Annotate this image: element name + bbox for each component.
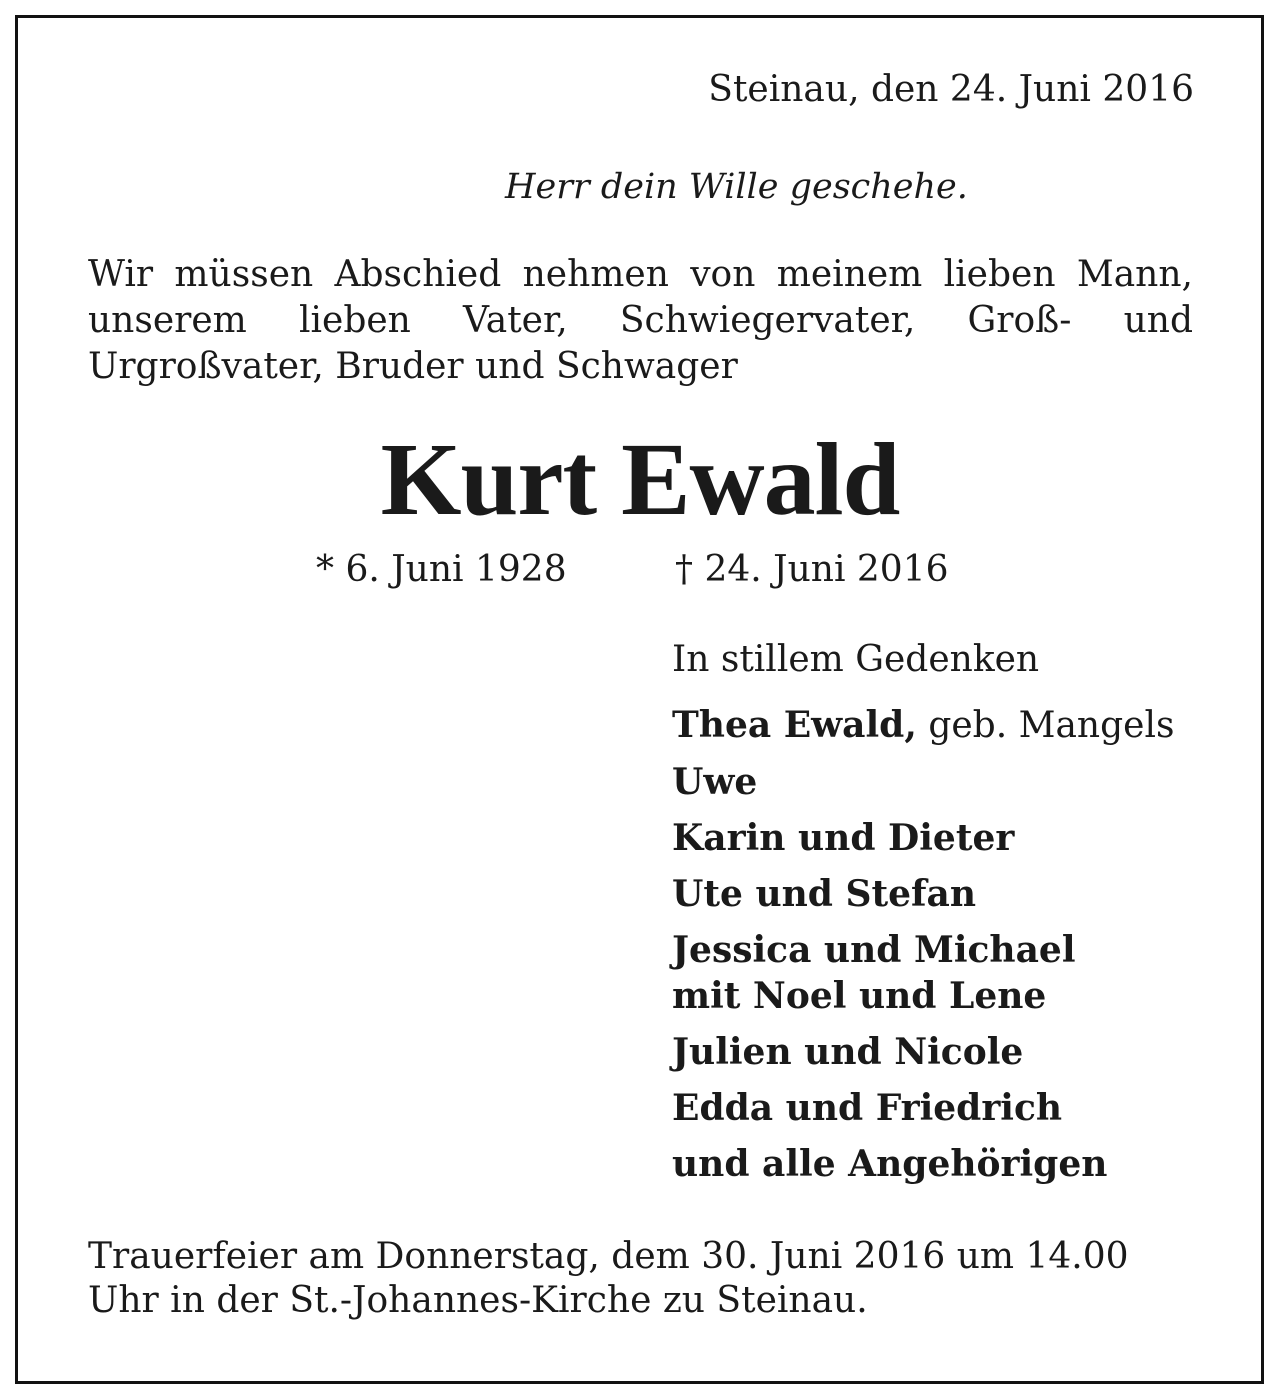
service-line: Uhr in der St.-Johannes-Kirche zu Steinau. [88,1280,868,1321]
memorial-line: In stillem Gedenken [672,639,1040,680]
mourner-entry [672,702,1212,749]
mourner-line: Jessica und Michael [672,929,1076,971]
motto: Herr dein Wille geschehe. [505,167,968,207]
mourner-line: mit Noel und Lene [672,975,1047,1017]
mourner-entry: Karin und Dieter [672,817,1015,859]
mourner-entry: Edda und Friedrich [672,1087,1063,1129]
mourner-maiden-name: geb. Mangels [916,705,1175,746]
mourner-name: Thea Ewald, [672,704,917,746]
mourner-entry: Ute und Stefan [672,873,977,915]
service-info [88,1235,1193,1323]
mourner-entry: und alle Angehörigen [672,1143,1108,1185]
mourner-entry: Julien und Nicole [672,1031,1024,1073]
mourners-list [672,702,1212,1197]
place-date: Steinau, den 24. Juni 2016 [708,69,1194,110]
deceased-name: Kurt Ewald [380,422,900,537]
mourner-entry: Uwe [672,761,758,803]
service-line: Trauerfeier am Donnerstag, dem 30. Juni 2016 um 14.00 [88,1236,1129,1277]
mourner-entry [672,927,1212,1019]
intro-text: Wir müssen Abschied nehmen von meinem lieben Mann, unserem lieben Vater, Schwiegervater, Groß- und Urgroßvater, Bruder und Schwager [88,254,1193,387]
birth-date: * 6. Juni 1928 [316,549,567,590]
death-date: † 24. Juni 2016 [675,549,949,590]
